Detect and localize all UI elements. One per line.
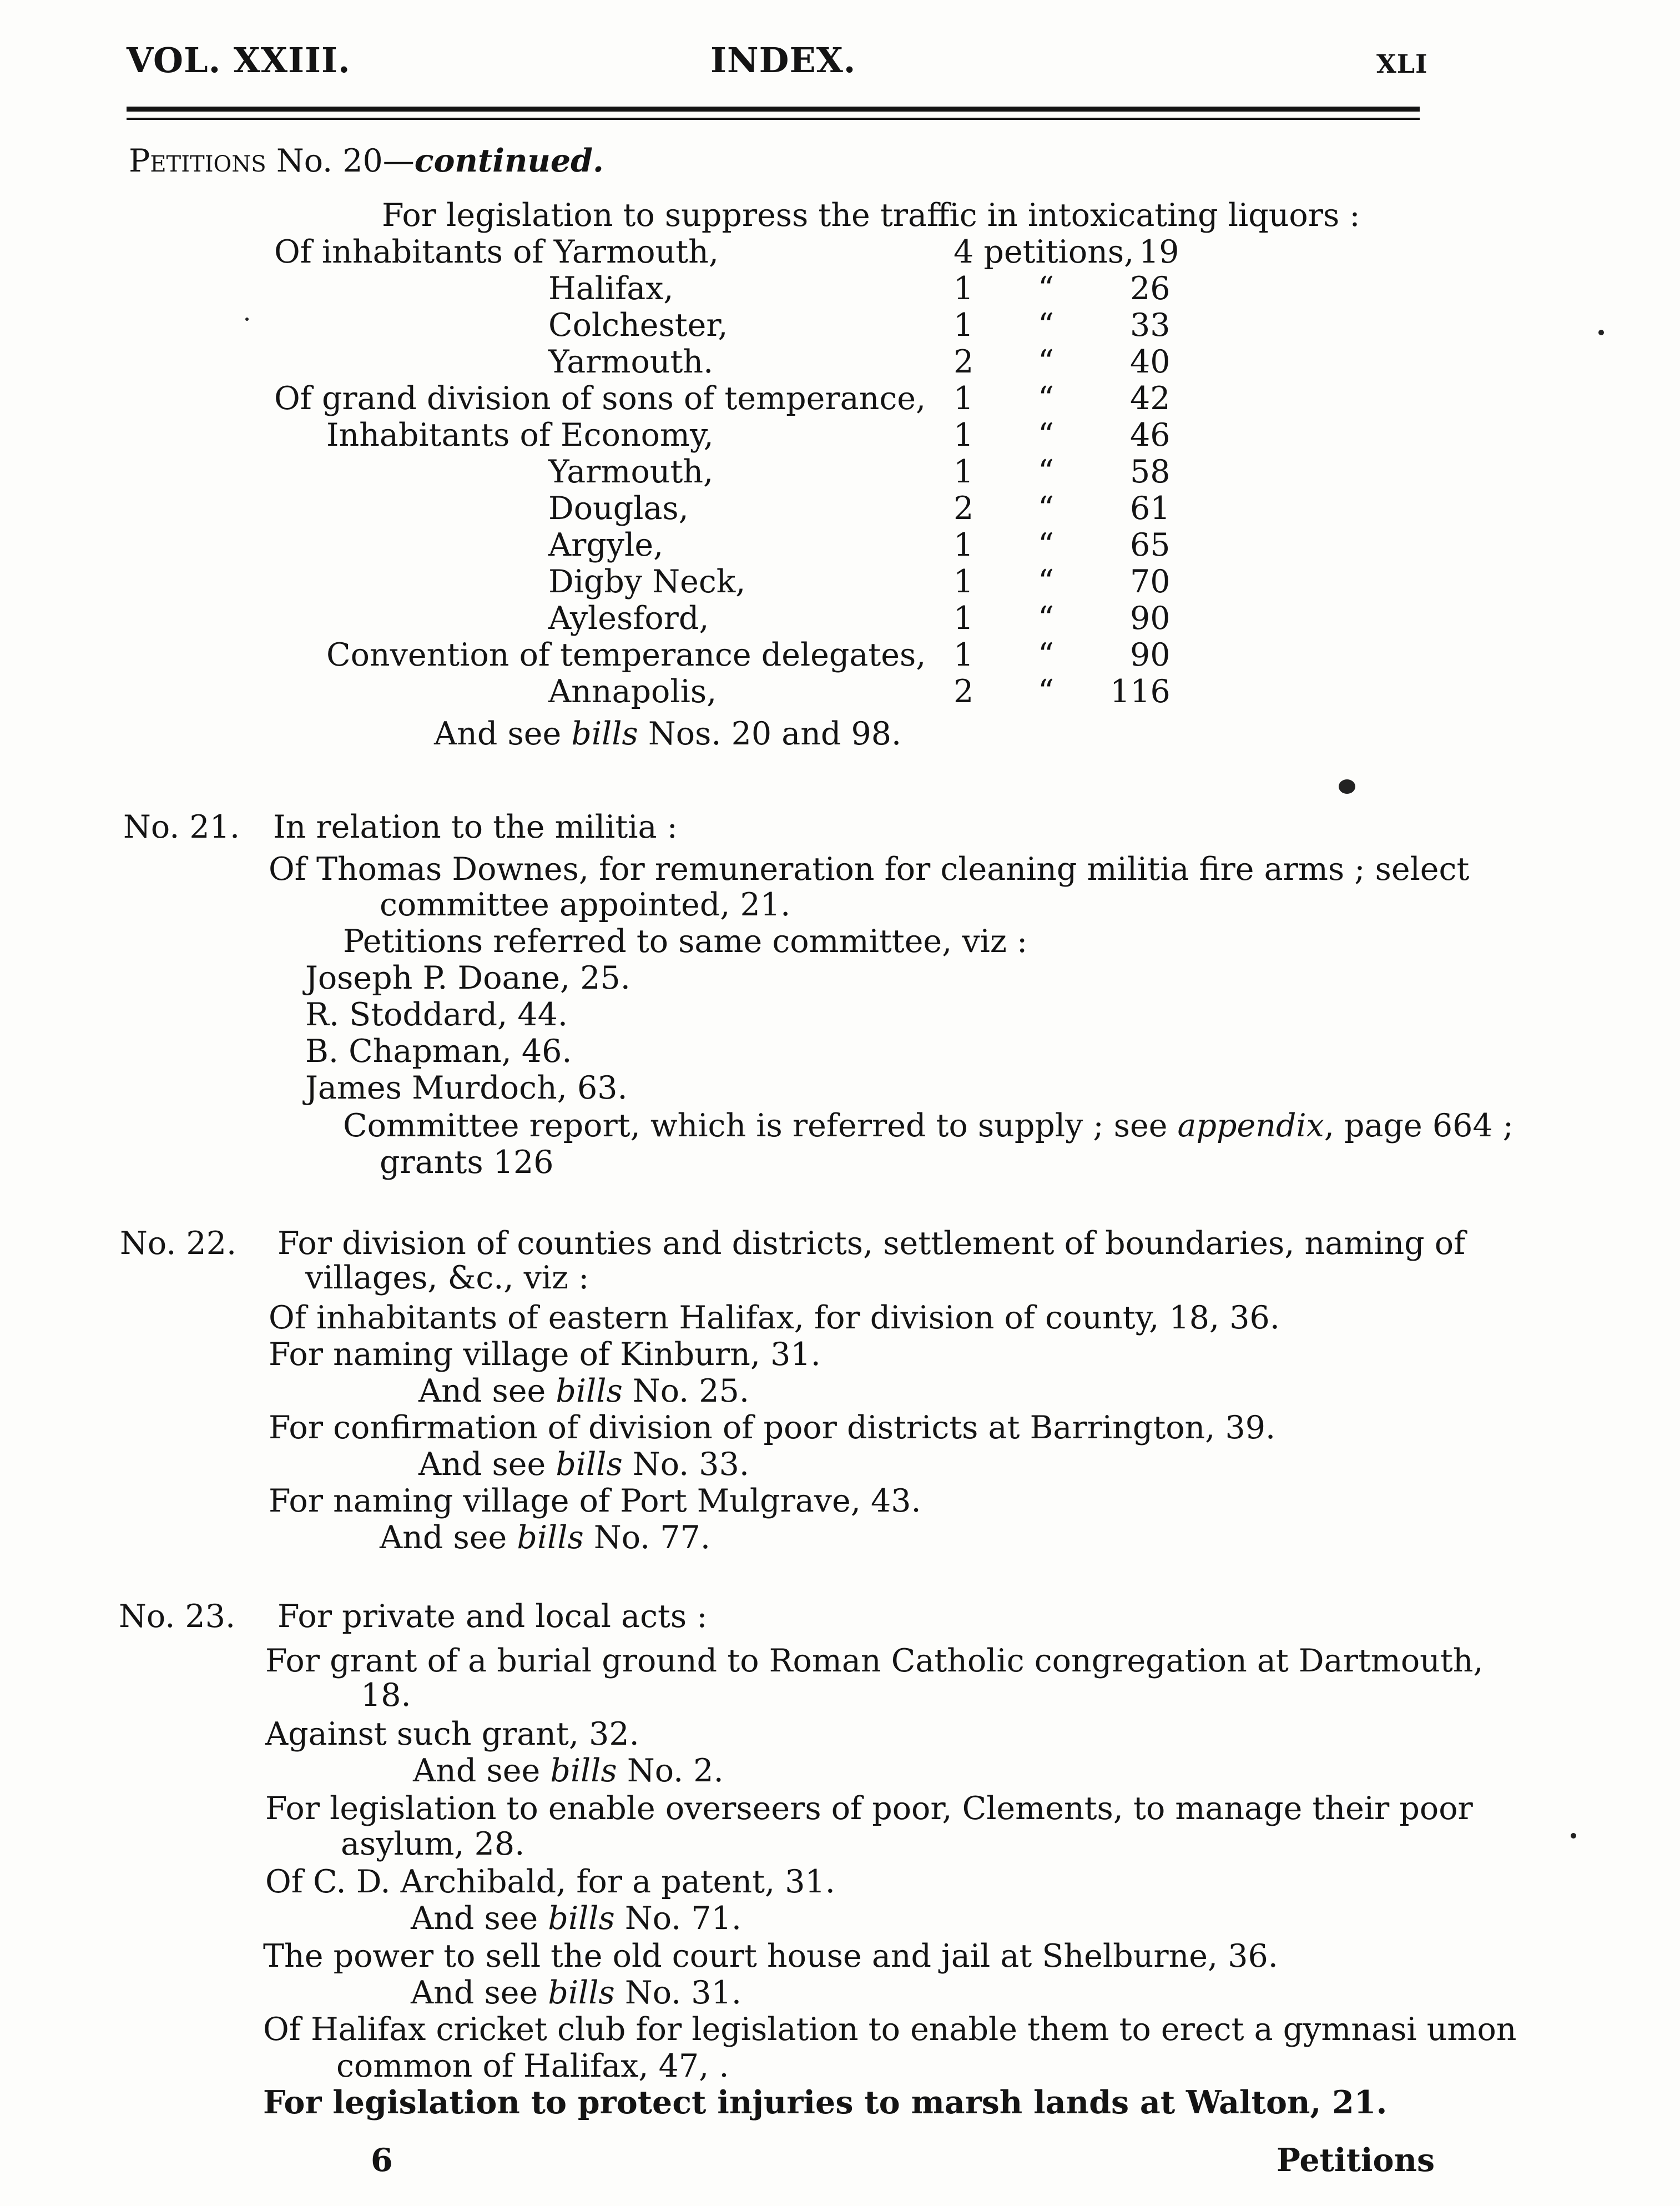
entry-line: 18.	[361, 1677, 411, 1714]
see-prefix: And see	[434, 716, 572, 752]
bills-ref: bills	[517, 1519, 584, 1556]
table-row-label: Of grand division of sons of temperance,	[274, 380, 926, 417]
see-bills	[418, 1373, 749, 1409]
see-bills	[411, 1901, 741, 1936]
see-suffix: No. 71.	[614, 1900, 741, 1937]
footer-catchword: Petitions	[1277, 2142, 1435, 2179]
table-row-page: 26	[1130, 270, 1171, 307]
table-row-page: 90	[1130, 637, 1171, 673]
entry-title: For division of counties and districts, settlement of boundaries, naming of	[278, 1225, 1466, 1262]
see-suffix: No. 77.	[583, 1519, 710, 1556]
entry-line: Of inhabitants of eastern Halifax, for division of county, 18, 36.	[269, 1300, 1280, 1336]
table-row-page: 58	[1130, 454, 1171, 490]
table-row-ditto: “	[1038, 380, 1055, 417]
entry-line: For legislation to enable overseers of poor, Clements, to manage their poor	[265, 1790, 1473, 1827]
table-row-page: 33	[1130, 307, 1171, 344]
bills-ref: bills	[548, 1900, 615, 1937]
entry-title-cont: villages, &c., viz :	[305, 1260, 589, 1296]
entry-title: In relation to the militia :	[273, 809, 678, 845]
ink-speck	[1598, 330, 1604, 335]
table-row-count: 1	[953, 270, 974, 307]
table-row-ditto: “	[1038, 307, 1055, 344]
table-row-count: 1	[953, 527, 974, 563]
see-suffix: Nos. 20 and 98.	[638, 716, 902, 752]
see-suffix: No. 33.	[622, 1446, 749, 1483]
table-row-ditto: “	[1038, 673, 1055, 710]
table-row-page: 46	[1130, 417, 1171, 454]
table-row-page: 90	[1130, 600, 1171, 637]
table-row-label: Digby Neck,	[548, 563, 746, 600]
committee-report	[343, 1108, 1513, 1144]
bills-ref: bills	[550, 1752, 617, 1789]
report-text: Committee report, which is referred to supply ; see	[343, 1107, 1178, 1144]
table-row-ditto: “	[1038, 454, 1055, 490]
table-row-label: Colchester,	[548, 307, 728, 344]
see-prefix: And see	[418, 1373, 556, 1409]
entry-number: No. 23.	[119, 1598, 236, 1635]
see-prefix: And see	[380, 1519, 517, 1556]
table-row-count: 1	[953, 454, 974, 490]
table-row-label: Argyle,	[548, 527, 664, 563]
list-item: Joseph P. Doane, 25.	[305, 960, 630, 996]
entry-line: For legislation to protect injuries to marsh lands at Walton, 21.	[263, 2084, 1388, 2121]
table-row-label: Yarmouth,	[548, 454, 714, 490]
bills-ref: bills	[556, 1446, 623, 1483]
see-bills	[411, 1975, 741, 2011]
see-suffix: No. 31.	[614, 1975, 741, 2011]
entry-line: committee appointed, 21.	[380, 887, 791, 923]
table-row-count: 4 petitions,	[953, 234, 1134, 270]
table-row-count: 2	[953, 673, 974, 710]
table-row-page: 70	[1130, 563, 1171, 600]
ink-speck	[1571, 1833, 1576, 1839]
table-row-ditto: “	[1038, 417, 1055, 454]
section-heading-continued: continued.	[414, 142, 604, 179]
list-item: R. Stoddard, 44.	[305, 996, 568, 1033]
temperance-intro: For legislation to suppress the traffic in intoxicating liquors :	[382, 197, 1360, 234]
section-heading-prefix: Petitions	[129, 143, 266, 179]
entry-line: Of Thomas Downes, for remuneration for cleaning militia fire arms ; select	[269, 851, 1470, 888]
see-suffix: No. 2.	[617, 1752, 724, 1789]
entry-line: For grant of a burial ground to Roman Catholic congregation at Dartmouth,	[265, 1643, 1484, 1679]
table-row-ditto: “	[1038, 563, 1055, 600]
table-row-ditto: “	[1038, 344, 1055, 380]
table-row-count: 1	[953, 563, 974, 600]
entry-line: For naming village of Port Mulgrave, 43.	[269, 1483, 921, 1519]
see-suffix: No. 25.	[622, 1373, 749, 1409]
temperance-see-bills	[434, 716, 901, 752]
list-item: B. Chapman, 46.	[305, 1033, 572, 1070]
entry-line: asylum, 28.	[341, 1826, 525, 1862]
table-row-label: Halifax,	[548, 270, 674, 307]
entry-line: Of Halifax cricket club for legislation to enable them to erect a gymnasi umon	[263, 2011, 1517, 2048]
table-row-label: Inhabitants of Economy,	[326, 417, 714, 454]
entry-line: common of Halifax, 47, .	[336, 2048, 729, 2084]
header-rule-thick	[127, 107, 1420, 112]
table-row-page: 40	[1130, 344, 1171, 380]
table-row-label: Douglas,	[548, 490, 689, 527]
table-row-count: 1	[953, 380, 974, 417]
table-row-label: Convention of temperance delegates,	[326, 637, 926, 673]
entry-line: Against such grant, 32.	[265, 1716, 639, 1752]
section-heading-number: No. 20—	[266, 143, 415, 179]
footer-page-number: 6	[371, 2142, 393, 2179]
appendix-ref: appendix	[1177, 1107, 1324, 1144]
list-item: James Murdoch, 63.	[305, 1070, 628, 1106]
entry-line: grants 126	[380, 1144, 554, 1181]
table-row-count: 1	[953, 600, 974, 637]
entry-number: No. 21.	[123, 809, 240, 845]
entry-line: For confirmation of division of poor districts at Barrington, 39.	[269, 1409, 1276, 1446]
see-prefix: And see	[413, 1752, 551, 1789]
table-row-ditto: “	[1038, 490, 1055, 527]
see-prefix: And see	[411, 1975, 548, 2011]
see-bills	[413, 1753, 724, 1789]
table-row-label: Annapolis,	[548, 673, 717, 710]
table-row-page: 61	[1130, 490, 1171, 527]
page-numeral: XLI	[1376, 49, 1428, 79]
table-row-count: 2	[953, 344, 974, 380]
table-row-page: 116	[1110, 673, 1171, 710]
table-row-ditto: “	[1038, 270, 1055, 307]
table-row-page: 42	[1130, 380, 1171, 417]
table-row-count: 1	[953, 637, 974, 673]
table-row-label: Yarmouth.	[548, 344, 714, 380]
entry-title: For private and local acts :	[278, 1598, 708, 1635]
see-bills	[380, 1520, 710, 1555]
entry-line: Petitions referred to same committee, viz :	[343, 923, 1028, 960]
entry-line: Of C. D. Archibald, for a patent, 31.	[265, 1863, 835, 1900]
bills-ref: bills	[571, 716, 638, 752]
ink-speck	[245, 318, 249, 321]
see-bills	[418, 1447, 749, 1482]
table-row-ditto: “	[1038, 527, 1055, 563]
entry-line: For naming village of Kinburn, 31.	[269, 1336, 821, 1373]
table-row-ditto: “	[1038, 600, 1055, 637]
table-row-label: Aylesford,	[548, 600, 709, 637]
see-prefix: And see	[418, 1446, 556, 1483]
table-row-page: 19	[1139, 234, 1179, 270]
table-row-ditto: “	[1038, 637, 1055, 673]
header-rule-thin	[127, 118, 1420, 120]
entry-line: The power to sell the old court house and jail at Shelburne, 36.	[263, 1938, 1278, 1975]
table-row-count: 2	[953, 490, 974, 527]
table-row-label: Of inhabitants of Yarmouth,	[274, 234, 719, 270]
bills-ref: bills	[548, 1975, 615, 2011]
see-prefix: And see	[411, 1900, 548, 1937]
table-row-count: 1	[953, 417, 974, 454]
table-row-count: 1	[953, 307, 974, 344]
entry-number: No. 22.	[120, 1225, 237, 1262]
section-heading	[129, 143, 604, 179]
bills-ref: bills	[556, 1373, 623, 1409]
volume-label: VOL. XXIII.	[127, 40, 351, 80]
table-row-page: 65	[1130, 527, 1171, 563]
report-text-end: , page 664 ;	[1324, 1107, 1513, 1144]
page-title: INDEX.	[710, 40, 856, 80]
ink-blot	[1339, 779, 1355, 794]
